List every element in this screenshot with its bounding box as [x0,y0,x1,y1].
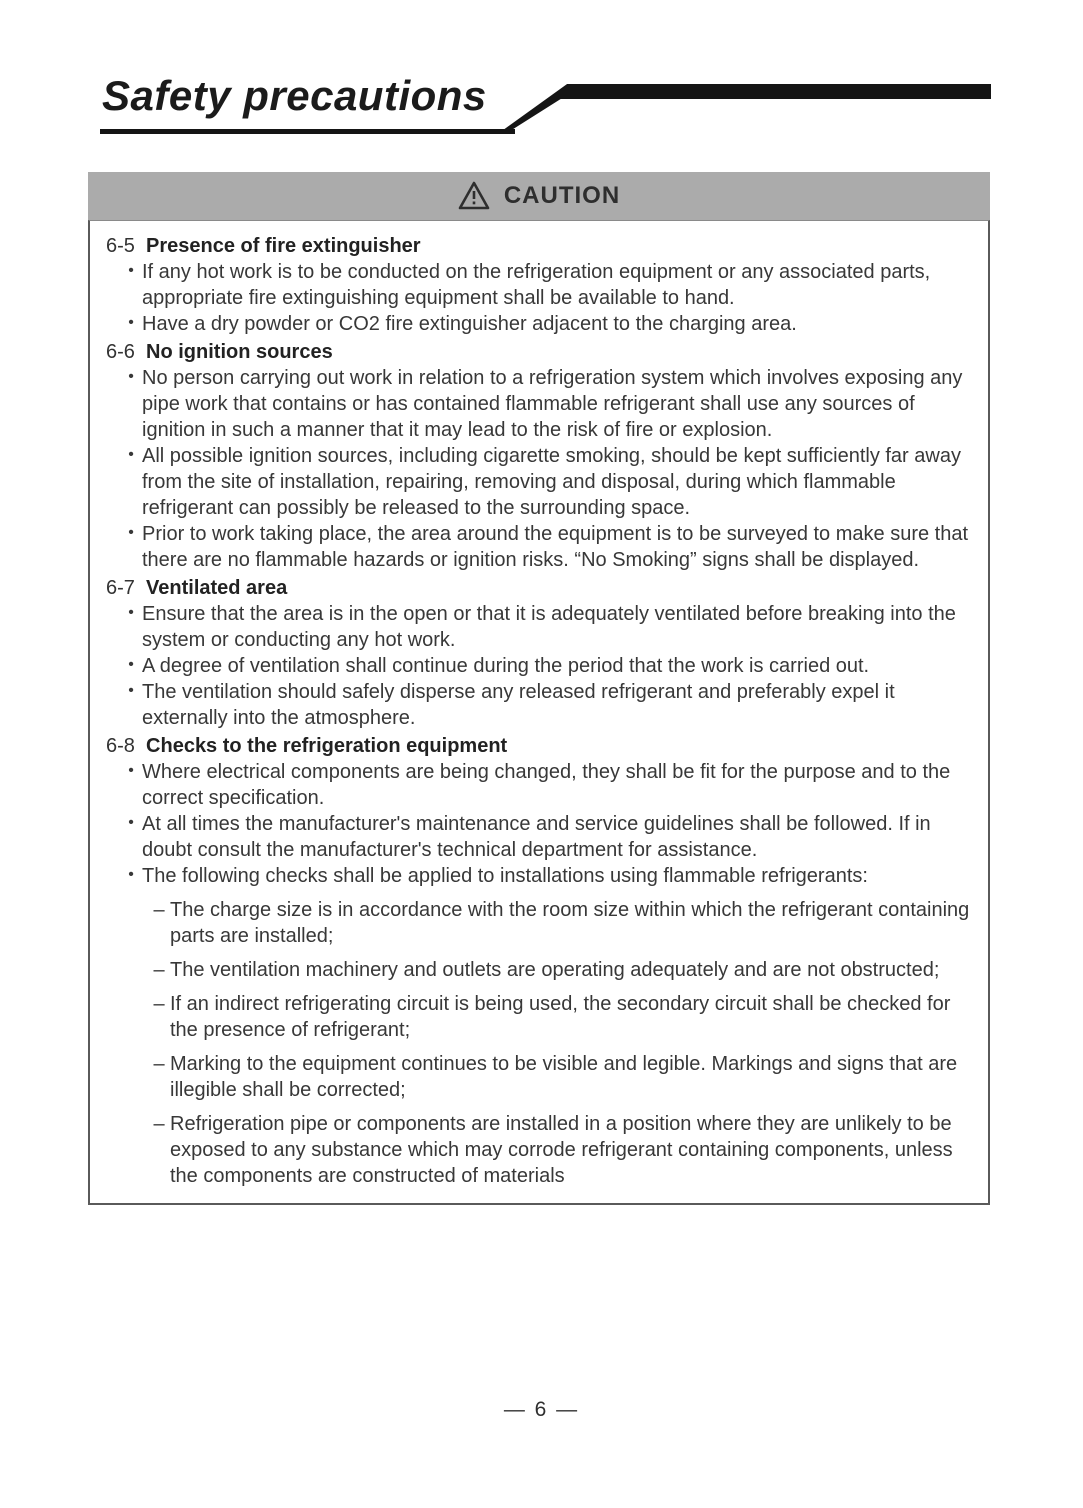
bullet-marker: • [128,762,134,779]
bullet-item [106,311,976,337]
dash-marker: – [153,899,165,921]
sub-check-item [106,957,976,983]
sub-check-item [106,991,976,1043]
item-text: If an indirect refrigerating circuit is being used, the secondary circuit shall be checked for the presence of refrigerant; [170,993,951,1041]
bullet-marker: • [128,682,134,699]
item-text: The ventilation machinery and outlets are operating adequately and are not obstructed; [170,959,940,981]
title-rule-swoosh [501,72,991,130]
sub-check-item [106,1111,976,1189]
bullet-item [106,759,976,811]
bullet-marker: • [128,314,134,331]
bullet-item [106,679,976,731]
warning-triangle-icon [458,181,490,211]
item-text: If any hot work is to be conducted on the refrigeration equipment or any associated parts, appropriate fire extinguishing equipment shall be available to hand. [142,261,931,309]
page-number: — 6 — [503,1398,580,1421]
caution-body [88,220,990,1205]
item-text: The charge size is in accordance with the room size within which the refrigerant containing parts are installed; [170,899,970,947]
item-text: At all times the manufacturer's maintenance and service guidelines shall be followed. If in doubt consult the manufacturer's technical department for assistance. [142,813,931,861]
section-number: 6-7 [106,577,135,599]
item-text: Prior to work taking place, the area around the equipment is to be surveyed to make sure that there are no flammable hazards or ignition risks. “No Smoking” signs shall be displayed. [142,523,969,571]
bullet-item [106,443,976,521]
bullet-marker: • [128,866,134,883]
item-text: The ventilation should safely disperse any released refrigerant and preferably expel it externally into the atmosphere. [142,681,895,729]
bullet-item [106,601,976,653]
sub-check-item [106,1051,976,1103]
section-title: No ignition sources [146,341,333,363]
bullet-marker: • [128,262,134,279]
item-text: All possible ignition sources, including cigarette smoking, should be kept sufficiently far away from the site of installation, repairing, removing and disposal, during which flammable refrigerant can possibly be released to the surrounding space. [142,445,961,519]
section-title: Ventilated area [146,577,288,599]
item-text: Refrigeration pipe or components are installed in a position where they are unlikely to be exposed to any substance which may corrode refrigerant containing components, unless the components are constructed of materials [170,1113,953,1187]
section-heading [106,733,976,759]
item-text: Where electrical components are being changed, they shall be fit for the purpose and to the correct specification. [142,761,951,809]
bullet-marker: • [128,446,134,463]
section-title: Checks to the refrigeration equipment [146,735,508,757]
caution-box [88,172,990,1205]
page-header [100,72,991,134]
bullet-item [106,811,976,863]
section-heading [106,339,976,365]
item-text: No person carrying out work in relation to a refrigeration system which involves exposing any pipe work that contains or has contained flammable refrigerant shall use any sources of ignition in such a manner that it may lead to the risk of fire or explosion. [142,367,963,441]
section-title: Presence of fire extinguisher [146,235,421,257]
bullet-item [106,259,976,311]
dash-marker: – [153,993,165,1015]
dash-marker: – [153,959,165,981]
section-number: 6-6 [106,341,135,363]
bullet-marker: • [128,368,134,385]
bullet-item [106,653,976,679]
item-text: Have a dry powder or CO2 fire extinguisher adjacent to the charging area. [142,313,797,335]
bullet-item [106,365,976,443]
bullet-item [106,863,976,889]
item-text: The following checks shall be applied to installations using flammable refrigerants: [142,865,868,887]
bullet-marker: • [128,656,134,673]
dash-marker: – [153,1053,165,1075]
caution-label: CAUTION [503,182,621,209]
bullet-marker: • [128,604,134,621]
title-underline [100,72,515,134]
section-number: 6-5 [106,235,135,257]
section-heading [106,575,976,601]
item-text: A degree of ventilation shall continue during the period that the work is carried out. [142,655,870,677]
item-text: Ensure that the area is in the open or that it is adequately ventilated before breaking into the system or conducting any hot work. [142,603,956,651]
item-text: Marking to the equipment continues to be visible and legible. Markings and signs that are illegible shall be corrected; [170,1053,958,1101]
caution-header [88,172,990,220]
dash-marker: – [153,1113,165,1135]
bullet-marker: • [128,524,134,541]
bullet-item [106,521,976,573]
sub-check-item [106,897,976,949]
section-heading [106,233,976,259]
bullet-marker: • [128,814,134,831]
page-title: Safety precautions [102,72,487,119]
section-number: 6-8 [106,735,135,757]
